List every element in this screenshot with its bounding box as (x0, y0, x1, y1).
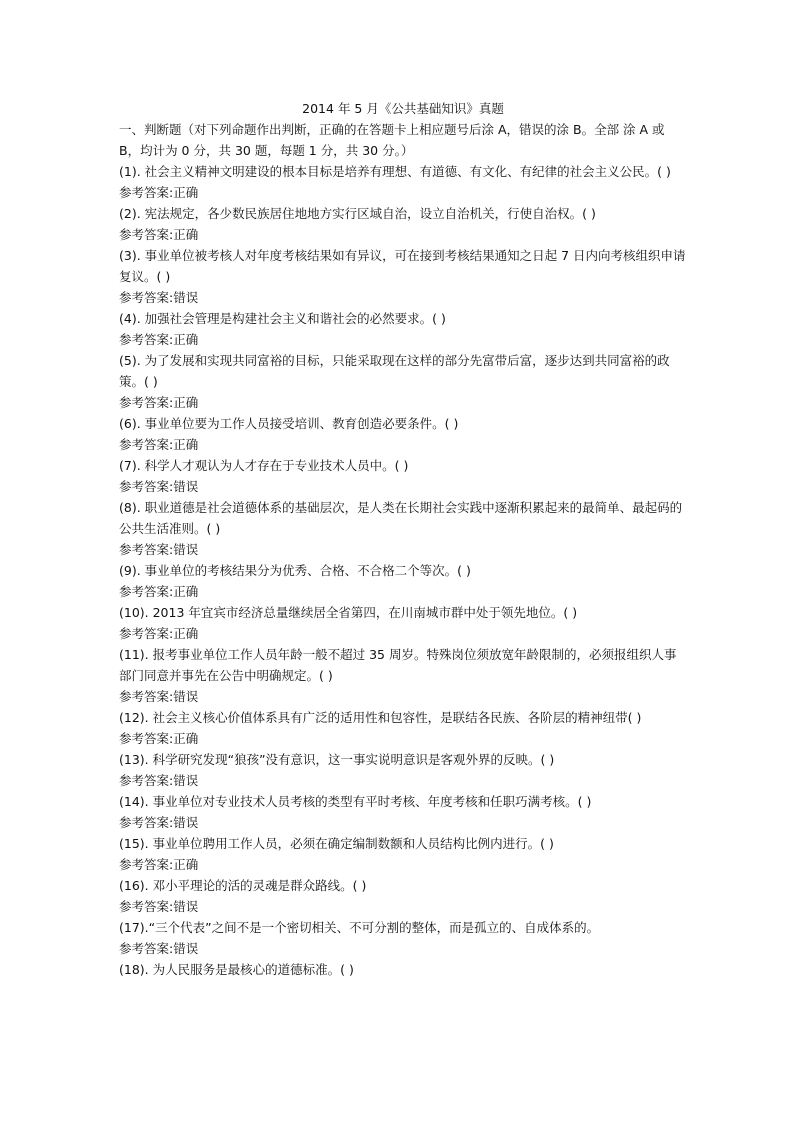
answer-text: 参考答案:正确 (119, 626, 199, 641)
question-text: (5). 为了发展和实现共同富裕的目标，只能采取现在这样的部分先富带后富，逐步达到共同富裕的政策。( ) (119, 353, 670, 389)
page-title: 2014 年 5 月《公共基础知识》真题 (302, 101, 504, 116)
question-text: (17).“三个代表”之间不是一个密切相关、不可分割的整体，而是孤立的、自成体系的。 (119, 920, 600, 935)
question-text: (18). 为人民服务是最核心的道德标准。( ) (119, 962, 354, 977)
answer-text: 参考答案:正确 (119, 857, 199, 872)
answer-text: 参考答案:错误 (119, 899, 199, 914)
answer-text: 参考答案:错误 (119, 290, 199, 305)
question-text: (10). 2013 年宜宾市经济总量继续居全省第四，在川南城市群中处于领先地位。( ) (119, 605, 578, 620)
question-text: (12). 社会主义核心价值体系具有广泛的适用性和包容性，是联结各民族、各阶层的精神纽带( ) (119, 710, 642, 725)
answer-text: 参考答案:正确 (119, 395, 199, 410)
answer-text: 参考答案:错误 (119, 689, 199, 704)
question-text: (9). 事业单位的考核结果分为优秀、合格、不合格二个等次。( ) (119, 563, 471, 578)
question-text: (1). 社会主义精神文明建设的根本目标是培养有理想、有道德、有文化、有纪律的社会主义公民。( ) (119, 164, 671, 179)
question-text: (6). 事业单位要为工作人员接受培训、教育创造必要条件。( ) (119, 416, 459, 431)
question-text: (16). 邓小平理论的活的灵魂是群众路线。( ) (119, 878, 367, 893)
answer-text: 参考答案:正确 (119, 437, 199, 452)
question-text: (14). 事业单位对专业技术人员考核的类型有平时考核、年度考核和任职巧满考核。( ) (119, 794, 592, 809)
question-text: (11). 报考事业单位工作人员年龄一般不超过 35 周岁。特殊岗位须放宽年龄限制的，必须报组织人事部门同意并事先在公告中明确规定。( ) (119, 647, 677, 683)
question-text: (15). 事业单位聘用工作人员，必须在确定编制数额和人员结构比例内进行。( ) (119, 836, 554, 851)
answer-text: 参考答案:错误 (119, 941, 199, 956)
answer-text: 参考答案:正确 (119, 185, 199, 200)
question-text: (3). 事业单位被考核人对年度考核结果如有异议，可在接到考核结果通知之日起 7 日内向考核组织申请复议。( ) (119, 248, 686, 284)
question-text: (2). 宪法规定，各少数民族居住地地方实行区域自治，设立自治机关，行使自治权。( ) (119, 206, 596, 221)
question-text: (8). 职业道德是社会道德体系的基础层次，是人类在长期社会实践中逐渐积累起来的最简单、最起码的公共生活准则。( ) (119, 500, 683, 536)
section-heading: 一、判断题（对下列命题作出判断，正确的在答题卡上相应题号后涂 A，错误的涂 B。全部 涂 A 或 B，均计为 0 分，共 30 题，每题 1 分，共 30 分。） (119, 122, 665, 158)
question-list (119, 161, 687, 980)
answer-text: 参考答案:错误 (119, 542, 199, 557)
answer-text: 参考答案:错误 (119, 815, 199, 830)
answer-text: 参考答案:错误 (119, 479, 199, 494)
question-text: (7). 科学人才观认为人才存在于专业技术人员中。( ) (119, 458, 409, 473)
question-text: (13). 科学研究发现“狼孩”没有意识，这一事实说明意识是客观外界的反映。( ) (119, 752, 555, 767)
question-text: (4). 加强社会管理是构建社会主义和谐社会的必然要求。( ) (119, 311, 446, 326)
answer-text: 参考答案:正确 (119, 731, 199, 746)
answer-text: 参考答案:正确 (119, 227, 199, 242)
answer-text: 参考答案:正确 (119, 584, 199, 599)
answer-text: 参考答案:正确 (119, 332, 199, 347)
answer-text: 参考答案:错误 (119, 773, 199, 788)
document-page (119, 98, 687, 980)
